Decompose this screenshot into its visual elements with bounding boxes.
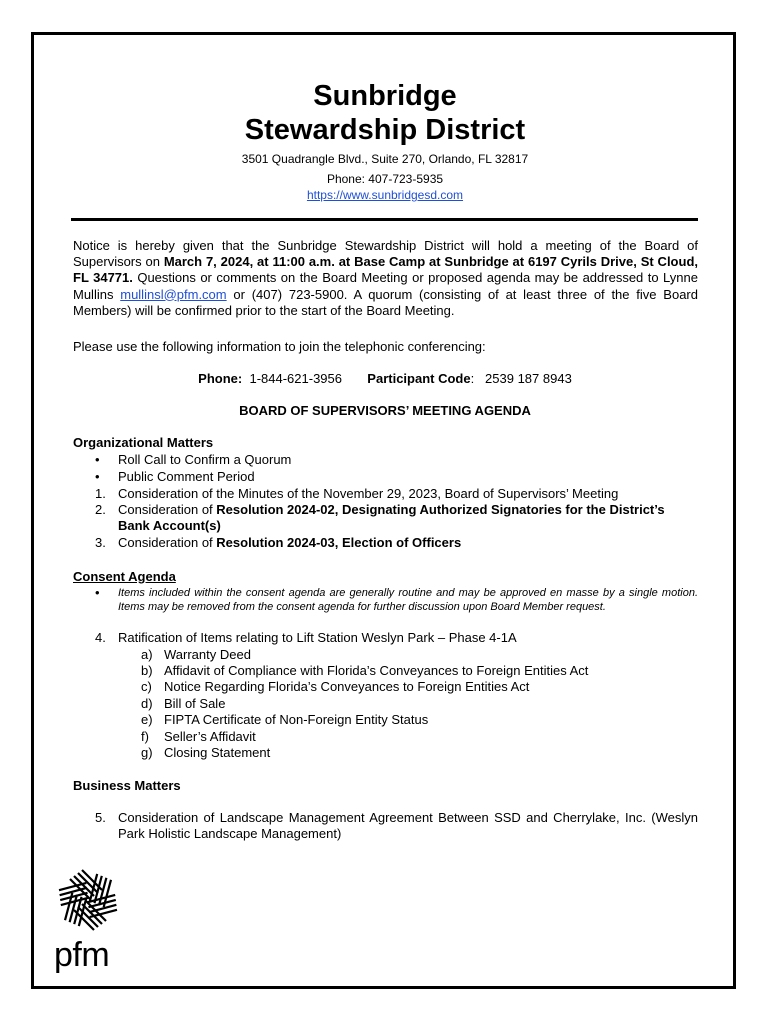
sub-item-sellers-affidavit: Seller’s Affidavit: [164, 729, 256, 744]
sub-item-marker: b): [141, 663, 153, 678]
item-number: 2.: [95, 502, 106, 517]
sub-item-marker: e): [141, 712, 153, 727]
agenda-title: BOARD OF SUPERVISORS’ MEETING AGENDA: [239, 403, 531, 418]
notice-paragraph: [73, 238, 698, 319]
notice-text-3: or (407) 723-5900. A quorum (consisting of at least three of the five Board Members) will be confirmed prior to the start of the Board Meeting.: [73, 286, 698, 318]
agenda-item-1: Consideration of the Minutes of the November 29, 2023, Board of Supervisors’ Meeting: [118, 486, 619, 501]
agenda-item-4: Ratification of Items relating to Lift Station Weslyn Park – Phase 4-1A: [118, 630, 517, 645]
sub-item-fipta-certificate: FIPTA Certificate of Non-Foreign Entity Status: [164, 712, 429, 727]
district-name-line1: Sunbridge: [313, 80, 457, 112]
consent-agenda-note: Items included within the consent agenda are generally routine and may be approved en masse by a single motion. Items may be removed from the consent agenda for further discussion upon Board Member request.: [118, 587, 698, 613]
resolution-2024-03: Resolution 2024-03, Election of Officers: [216, 535, 462, 550]
item-number: 3.: [95, 535, 106, 550]
sub-item-warranty-deed: Warranty Deed: [164, 647, 251, 662]
participant-code: 2539 187 8943: [485, 371, 572, 386]
district-address: 3501 Quadrangle Blvd., Suite 270, Orlando, FL 32817: [241, 152, 529, 166]
notice-text-1: Notice is hereby given that the Sunbridge Stewardship District will hold a meeting of the Board of Supervisors on: [73, 238, 698, 270]
sub-item-marker: g): [141, 745, 153, 760]
sub-item-bill-of-sale: Bill of Sale: [164, 696, 226, 711]
item-number: 5.: [95, 810, 106, 825]
pfm-logo-icon: [50, 862, 126, 938]
conference-details: Phone: 1-844-621-3956 Participant Code: 2539 187 8943: [198, 371, 572, 386]
agenda-item-2: [118, 502, 698, 535]
sub-item-closing-statement: Closing Statement: [164, 745, 271, 760]
sub-item-marker: d): [141, 696, 153, 711]
agenda-item-5: Consideration of Landscape Management Agreement Between SSD and Cherrylake, Inc. (Weslyn Park Holistic Landscape Management): [118, 810, 698, 842]
conferencing-instructions: Please use the following information to join the telephonic conferencing:: [73, 339, 486, 354]
phone-number: 1-844-621-3956: [249, 371, 342, 386]
bullet-marker: •: [95, 452, 100, 467]
sub-item-marker: f): [141, 729, 149, 744]
header-divider: [71, 218, 698, 221]
item-number: 4.: [95, 630, 106, 645]
contact-email-link[interactable]: mullinsl@pfm.com: [120, 286, 227, 302]
consent-agenda-heading: Consent Agenda: [73, 569, 176, 584]
sub-item-notice: Notice Regarding Florida’s Conveyances to Foreign Entities Act: [164, 679, 530, 694]
phone-label: Phone:: [198, 371, 243, 386]
agenda-item-public-comment: Public Comment Period: [118, 469, 255, 484]
sub-item-marker: a): [141, 647, 153, 662]
notice-text-2: Questions or comments on the Board Meeting or proposed agenda may be addressed to Lynne Mullins: [73, 270, 698, 302]
agenda-item-3: [118, 535, 461, 551]
item-3-prefix: Consideration of: [118, 535, 217, 550]
bullet-marker: •: [95, 585, 100, 600]
resolution-2024-02: Resolution 2024-02, Designating Authorized Signatories for the District’s Bank Account(s): [118, 502, 665, 534]
district-phone: Phone: 407-723-5935: [326, 172, 444, 186]
sub-item-marker: c): [141, 679, 152, 694]
district-name-line2: Stewardship District: [244, 114, 526, 146]
item-2-prefix: Consideration of: [118, 502, 217, 517]
business-matters-heading: Business Matters: [73, 778, 181, 793]
pfm-logo-text: pfm: [54, 936, 110, 974]
agenda-item-roll-call: Roll Call to Confirm a Quorum: [118, 452, 292, 467]
organizational-matters-heading: Organizational Matters: [73, 435, 214, 450]
bullet-marker: •: [95, 469, 100, 484]
sub-item-affidavit-compliance: Affidavit of Compliance with Florida’s Conveyances to Foreign Entities Act: [164, 663, 589, 678]
item-number: 1.: [95, 486, 106, 501]
meeting-date-location: March 7, 2024, at 11:00 a.m. at Base Camp at Sunbridge at 6197 Cyrils Drive, St Cloud, FL 34771.: [73, 254, 698, 286]
participant-code-label: Participant Code: [367, 371, 471, 386]
district-website-link[interactable]: https://www.sunbridgesd.com: [306, 188, 464, 202]
